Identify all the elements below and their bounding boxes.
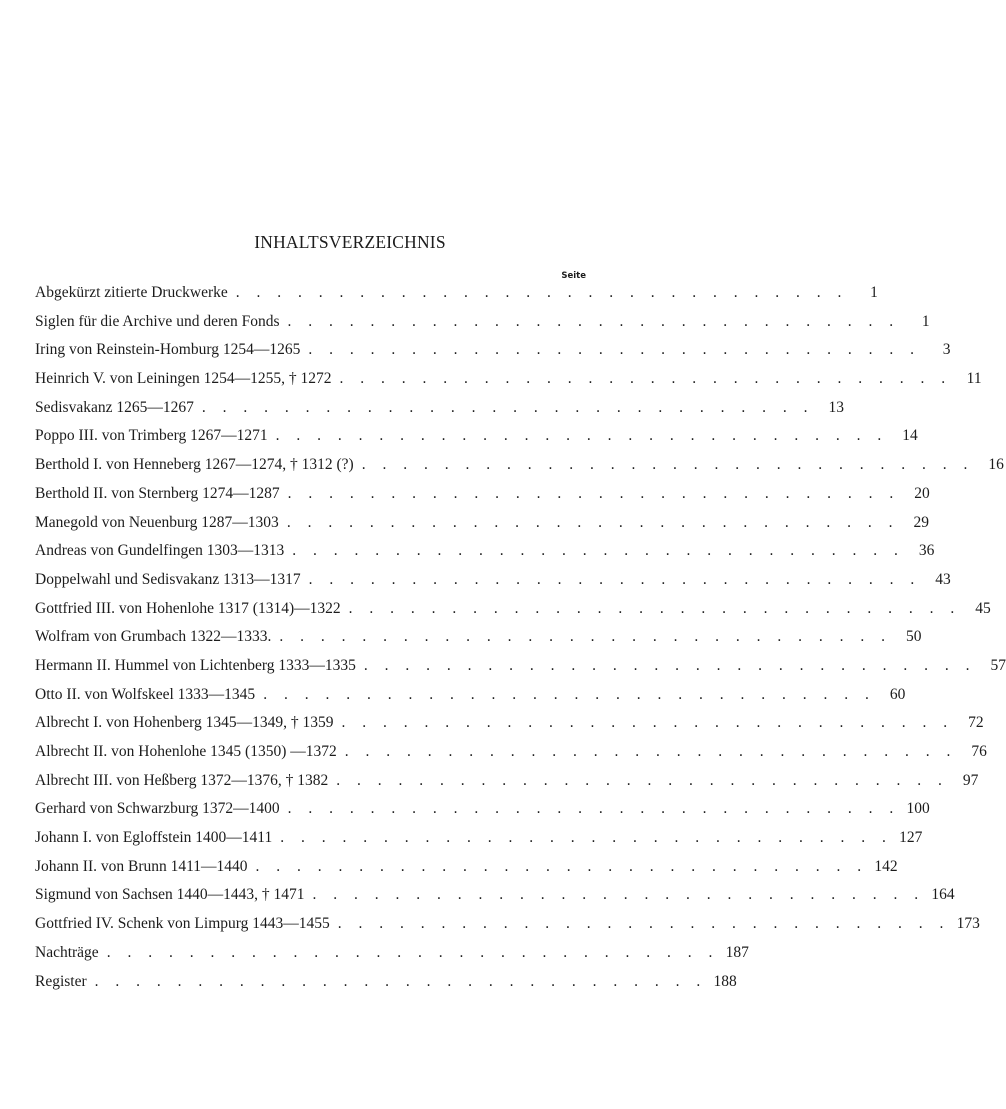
dot-leader: . . . . . . . . . . . . . . . . . . . . . . . . . . . . . . <box>344 743 957 760</box>
toc-entry-page: 1 <box>921 312 930 330</box>
dot-leader: . . . . . . . . . . . . . . . . . . . . . . . . . . . . . . <box>106 943 719 961</box>
toc-entry-page: 43 <box>935 570 951 588</box>
toc-entry <box>35 370 982 399</box>
toc-entry-title: Gottfried IV. Schenk von Limpurg 1443—1455 <box>35 915 330 933</box>
toc-entry-page: 142 <box>874 857 898 875</box>
toc-entry-page: 3 <box>942 341 951 359</box>
toc-entry <box>35 656 1006 686</box>
table-of-contents <box>35 284 1006 1001</box>
toc-entry-page: 164 <box>931 886 955 904</box>
dot-leader: . . . . . . . . . . . . . . . . . . . . . . . . . . . . . . <box>201 398 814 416</box>
toc-entry-page: 60 <box>889 685 906 703</box>
toc-entry-title: Doppelwahl und Sedisvakanz 1313—1317 <box>35 570 301 588</box>
toc-entry <box>35 685 906 715</box>
toc-entry <box>35 312 930 342</box>
toc-entry <box>35 542 935 571</box>
dot-leader: . . . . . . . . . . . . . . . . . . . . . . . . . . . . . . <box>263 685 876 703</box>
toc-entry-page: 13 <box>828 398 844 416</box>
toc-entry <box>35 284 878 313</box>
toc-entry <box>35 714 984 743</box>
toc-entry-title: Iring von Reinstein-Homburg 1254—1265 <box>35 341 301 359</box>
toc-entry-page: 100 <box>906 800 930 818</box>
toc-entry-title: Sigmund von Sachsen 1440—1443, † 1471 <box>35 886 305 904</box>
toc-entry-page: 76 <box>971 743 987 760</box>
toc-entry-title: Johann I. von Egloffstein 1400—1411 <box>35 829 273 847</box>
toc-entry <box>35 570 951 600</box>
toc-entry-title: Andreas von Gundelfingen 1303—1313 <box>35 542 285 560</box>
toc-entry-title: Albrecht III. von Heßberg 1372—1376, † 1382 <box>35 771 329 789</box>
toc-entry-page: 72 <box>968 714 984 732</box>
toc-entry <box>35 886 955 915</box>
toc-entry-title: Abgekürzt zitierte Druckwerke <box>35 284 228 301</box>
dot-leader: . . . . . . . . . . . . . . . . . . . . . . . . . . . . . . <box>235 284 848 301</box>
toc-entry-page: 36 <box>918 542 935 560</box>
toc-entry-title: Berthold II. von Sternberg 1274—1287 <box>35 484 280 502</box>
toc-entry <box>35 800 930 829</box>
dot-leader: . . . . . . . . . . . . . . . . . . . . . . . . . . . . . . <box>287 800 900 818</box>
toc-entry-title: Otto II. von Wolfskeel 1333—1345 <box>35 685 256 703</box>
toc-entry <box>35 829 923 858</box>
page-column-label: Seite <box>561 271 586 281</box>
toc-entry-page: 1 <box>870 284 878 301</box>
toc-entry-title: Johann II. von Brunn 1411—1440 <box>35 857 248 875</box>
toc-entry-title: Nachträge <box>35 943 99 961</box>
dot-leader: . . . . . . . . . . . . . . . . . . . . . . . . . . . . . . <box>363 656 976 674</box>
dot-leader: . . . . . . . . . . . . . . . . . . . . . . . . . . . . . . <box>280 829 893 847</box>
toc-entry <box>35 972 737 1002</box>
toc-entry-page: 57 <box>990 656 1006 674</box>
dot-leader: . . . . . . . . . . . . . . . . . . . . . . . . . . . . . . <box>337 915 950 933</box>
toc-entry-page: 97 <box>962 771 979 789</box>
dot-leader: . . . . . . . . . . . . . . . . . . . . . . . . . . . . . . <box>308 341 921 359</box>
dot-leader: . . . . . . . . . . . . . . . . . . . . . . . . . . . . . . <box>287 484 900 502</box>
toc-entry-title: Register <box>35 972 87 990</box>
toc-entry-page: 11 <box>966 370 982 388</box>
toc-entry-title: Gerhard von Schwarzburg 1372—1400 <box>35 800 280 818</box>
toc-entry-page: 127 <box>899 829 923 847</box>
toc-entry <box>35 484 930 514</box>
toc-entry-title: Poppo III. von Trimberg 1267—1271 <box>35 427 268 445</box>
dot-leader: . . . . . . . . . . . . . . . . . . . . . . . . . . . . . . <box>94 972 707 990</box>
toc-entry <box>35 771 979 801</box>
dot-leader: . . . . . . . . . . . . . . . . . . . . . . . . . . . . . . <box>348 599 961 617</box>
toc-entry-page: 14 <box>902 427 918 445</box>
toc-entry <box>35 743 987 772</box>
dot-leader: . . . . . . . . . . . . . . . . . . . . . . . . . . . . . . <box>292 542 905 560</box>
toc-entry-title: Berthold I. von Henneberg 1267—1274, † 1312 (?) <box>35 456 354 474</box>
toc-entry-page: 45 <box>975 599 991 617</box>
toc-entry-title: Hermann II. Hummel von Lichtenberg 1333—1335 <box>35 656 356 674</box>
toc-entry-page: 29 <box>913 513 929 531</box>
toc-entry <box>35 513 929 543</box>
toc-entry-page: 20 <box>914 484 930 502</box>
toc-entry <box>35 456 1004 485</box>
page-title: INHALTSVERZEICHNIS <box>254 232 446 252</box>
dot-leader: . . . . . . . . . . . . . . . . . . . . . . . . . . . . . . <box>339 370 952 388</box>
toc-entry-title: Sedisvakanz 1265—1267 <box>35 398 194 416</box>
toc-entry-page: 188 <box>713 972 737 990</box>
dot-leader: . . . . . . . . . . . . . . . . . . . . . . . . . . . . . . <box>287 312 900 330</box>
toc-entry <box>35 398 844 428</box>
dot-leader: . . . . . . . . . . . . . . . . . . . . . . . . . . . . . . <box>275 427 888 445</box>
toc-entry <box>35 427 918 456</box>
toc-entry <box>35 599 991 629</box>
dot-leader: . . . . . . . . . . . . . . . . . . . . . . . . . . . . . . <box>312 886 925 904</box>
toc-entry <box>35 943 749 973</box>
dot-leader: . . . . . . . . . . . . . . . . . . . . . . . . . . . . . . <box>279 628 892 646</box>
toc-entry-title: Albrecht II. von Hohenlohe 1345 (1350) —1372 <box>35 743 337 760</box>
dot-leader: . . . . . . . . . . . . . . . . . . . . . . . . . . . . . . <box>308 570 921 588</box>
toc-entry <box>35 341 951 370</box>
toc-entry-page: 50 <box>906 628 922 646</box>
toc-entry-title: Heinrich V. von Leiningen 1254—1255, † 1272 <box>35 370 332 388</box>
toc-entry-page: 187 <box>725 943 749 961</box>
dot-leader: . . . . . . . . . . . . . . . . . . . . . . . . . . . . . . <box>341 714 954 732</box>
toc-entry <box>35 628 922 657</box>
toc-entry-page: 16 <box>988 456 1004 474</box>
toc-entry-title: Manegold von Neuenburg 1287—1303 <box>35 513 279 531</box>
toc-entry-title: Gottfried III. von Hohenlohe 1317 (1314)—1322 <box>35 599 341 617</box>
toc-entry <box>35 915 980 944</box>
dot-leader: . . . . . . . . . . . . . . . . . . . . . . . . . . . . . . <box>255 857 868 875</box>
toc-entry <box>35 857 898 887</box>
dot-leader: . . . . . . . . . . . . . . . . . . . . . . . . . . . . . . <box>286 513 899 531</box>
toc-entry-title: Wolfram von Grumbach 1322—1333. <box>35 628 272 646</box>
dot-leader: . . . . . . . . . . . . . . . . . . . . . . . . . . . . . . <box>336 771 949 789</box>
toc-entry-page: 173 <box>956 915 980 933</box>
dot-leader: . . . . . . . . . . . . . . . . . . . . . . . . . . . . . . <box>361 456 974 474</box>
toc-entry-title: Albrecht I. von Hohenberg 1345—1349, † 1359 <box>35 714 334 732</box>
toc-entry-title: Siglen für die Archive und deren Fonds <box>35 312 280 330</box>
